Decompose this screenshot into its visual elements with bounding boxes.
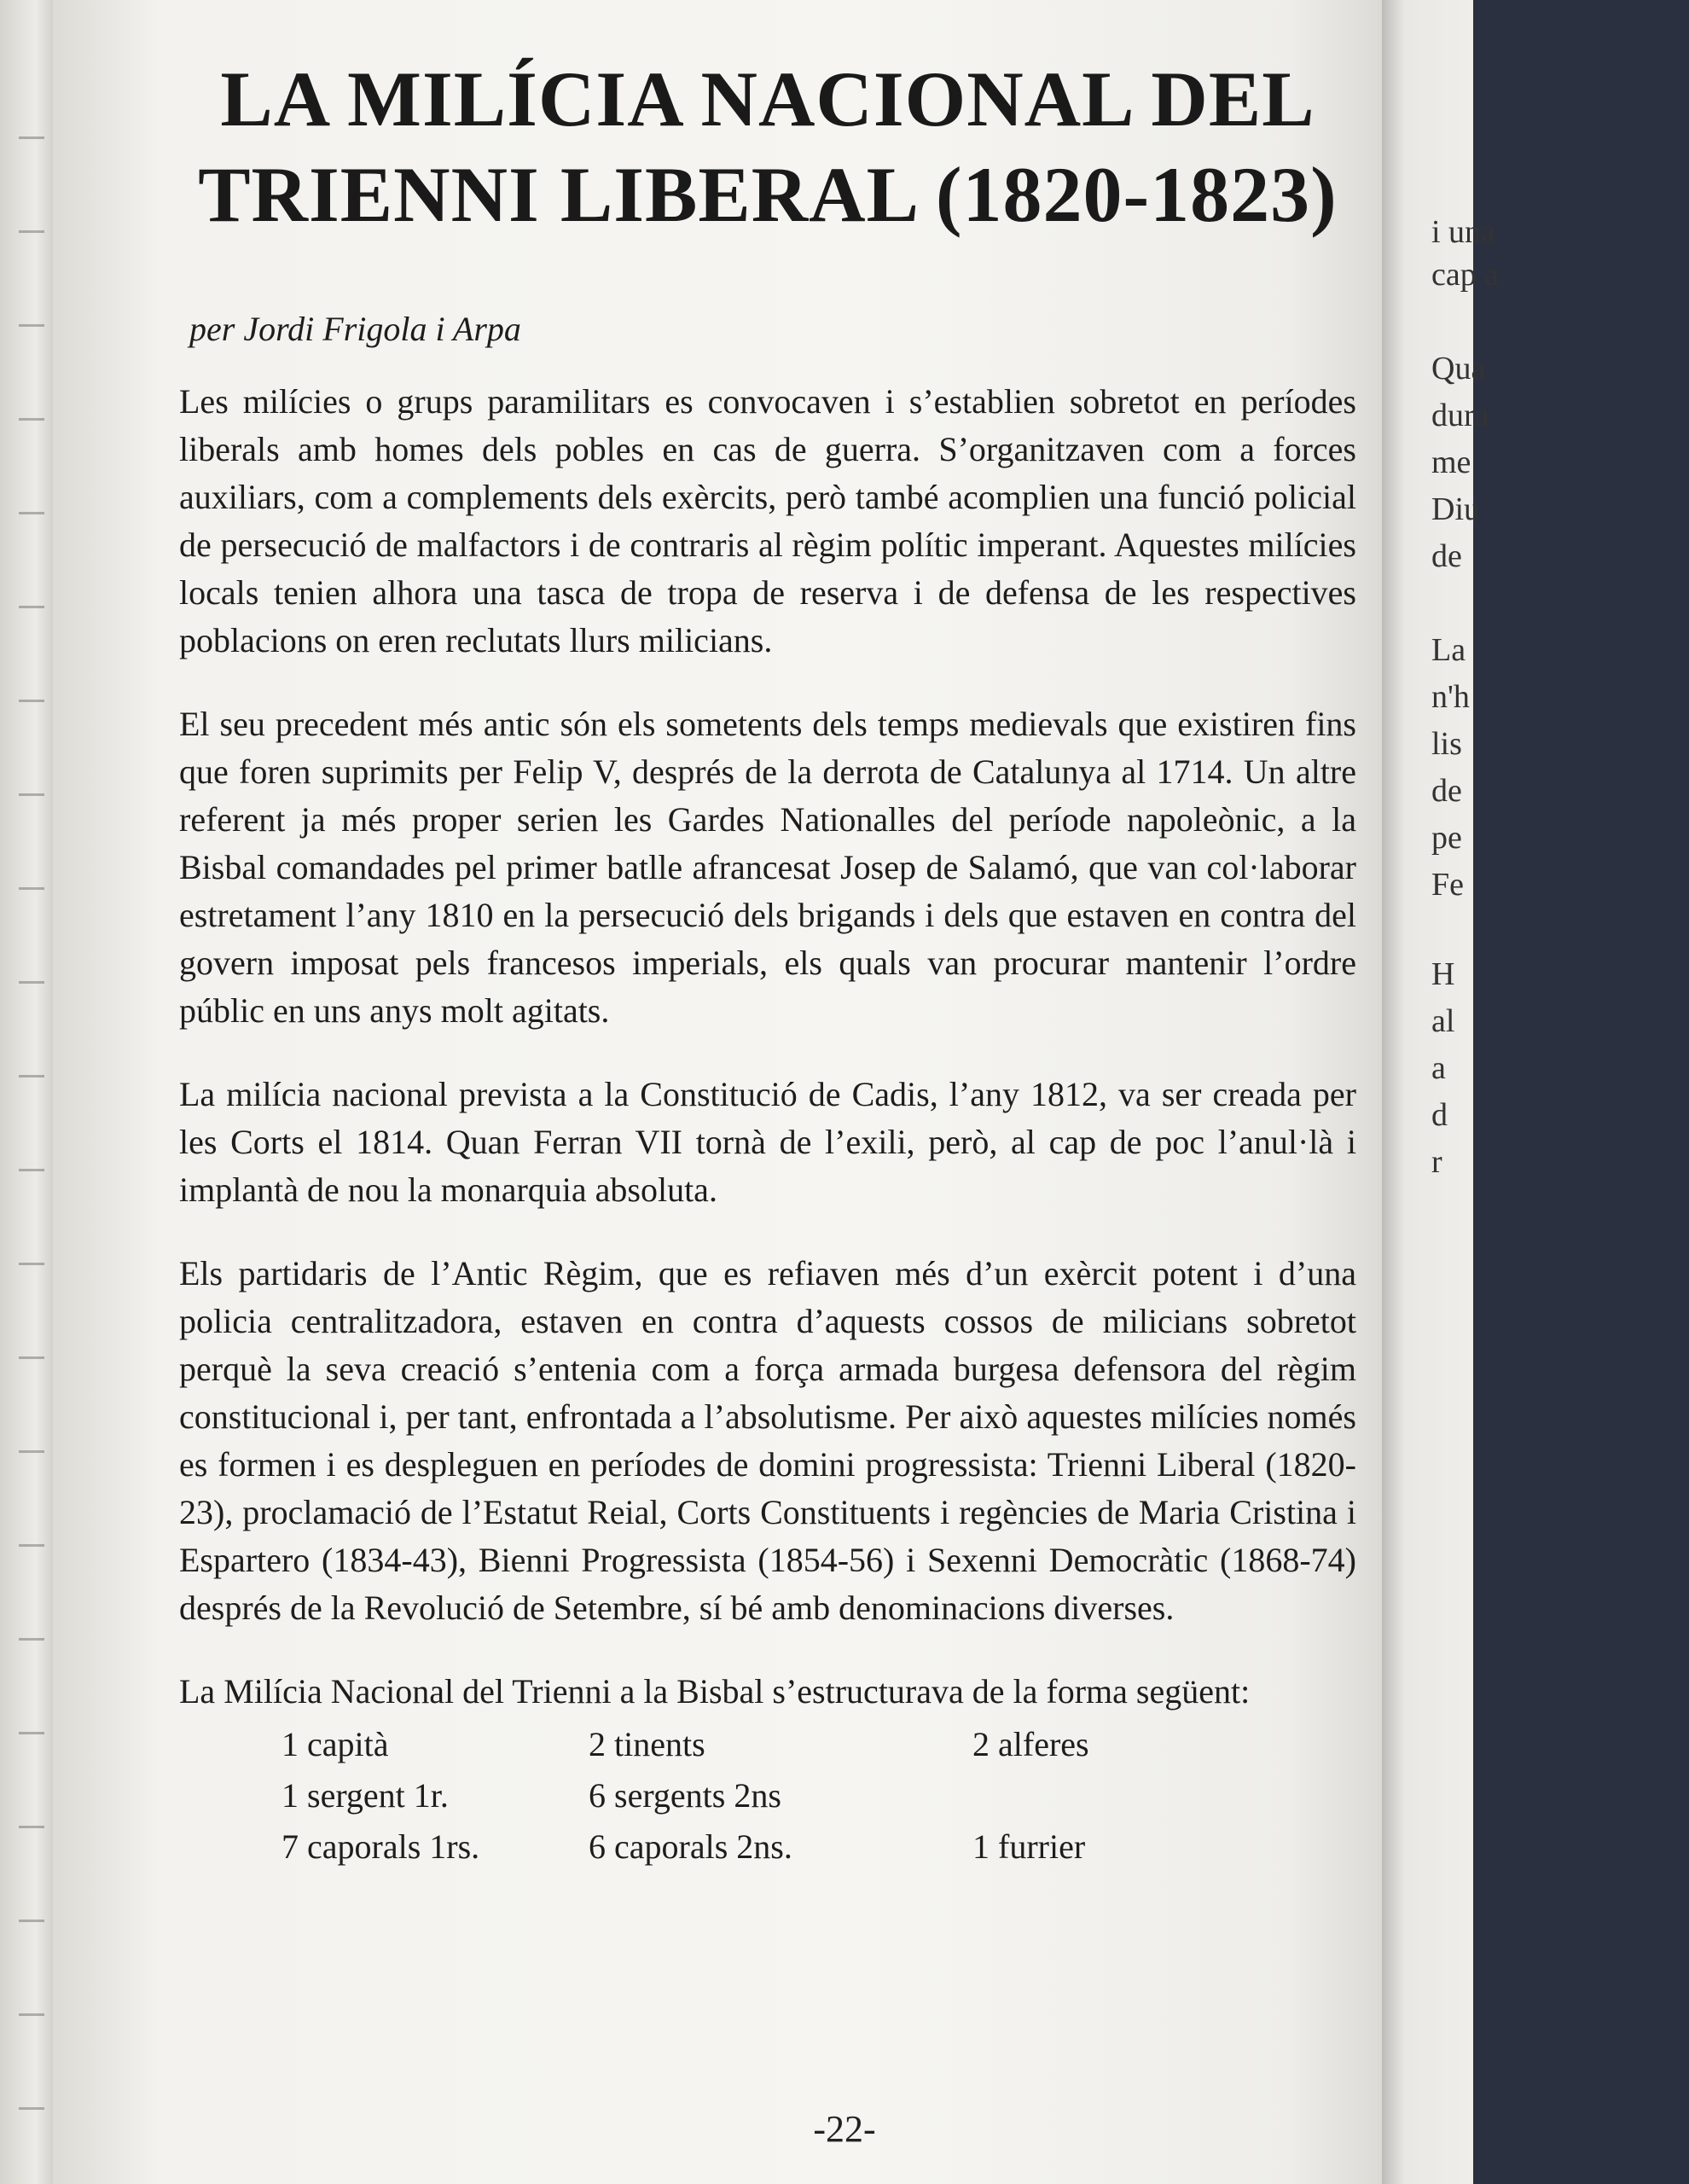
left-page-edge [0, 0, 60, 2184]
right-fragment: Qua [1431, 351, 1486, 386]
left-page-marks [19, 85, 44, 2133]
ranks-list [282, 1719, 1356, 1873]
right-page-edge [1382, 0, 1500, 2184]
right-fragment: La [1431, 632, 1466, 668]
right-fragment: pe [1431, 820, 1462, 856]
paragraph-5: La Milícia Nacional del Trienni a la Bisbal s’estructurava de la forma següent: [179, 1672, 1251, 1711]
rank-item: 1 sergent 1r. [282, 1776, 449, 1815]
rank-item: 1 capità [282, 1725, 389, 1763]
right-fragment: de [1431, 773, 1462, 809]
rank-item: 6 caporals 2ns. [589, 1827, 792, 1866]
paragraph-3: La milícia nacional prevista a la Constitució de Cadis, l’any 1812, va ser creada per les Corts el 1814. Quan Ferran VII tornà de l’exili, però, al cap de poc l’anul·là i implantà de nou la monarquia absoluta. [179, 1075, 1356, 1209]
paragraph-4: Els partidaris de l’Antic Règim, que es refiaven més d’un exèrcit potent i d’una policia centralitzadora, estaven en contra d’aquests cossos de milicians sobretot perquè la seva creació s’entenia com a força armada burgesa defensora del règim constitucional i, per tant, enfrontada a l’absolutisme. Per això aquestes milícies només es formen i es despleguen en períodes de domini progressista: Trienni Liberal (1820-23), proclamació de l’Estatut Reial, Corts Constituents i regències de Maria Cristina i Espartero (1834-43), Bienni Progressista (1854-56) i Sexenni Democràtic (1868-74) després de la Revolució de Setembre, sí bé amb denominacions diverses. [179, 1254, 1356, 1627]
right-fragment: al [1431, 1003, 1455, 1039]
right-fragment: cap a [1431, 257, 1500, 293]
right-fragment: a [1431, 1050, 1446, 1086]
page-number: -22- [813, 2108, 876, 2150]
right-fragment: de [1431, 538, 1462, 574]
right-fragment: me [1431, 444, 1471, 480]
paragraph-1: Les milícies o grups paramilitars es convocaven i s’establien sobretot en períodes liberals amb homes dels pobles en cas de guerra. S’organitzaven com a forces auxiliars, com a complements dels exèrcits, però també acomplien una funció policial de persecució de malfactors i de contraris al règim polític imperant. Aquestes milícies locals tenien alhora una tasca de tropa de reserva i de defensa de les respectives poblacions on eren reclutats llurs milicians. [179, 382, 1356, 659]
rank-item: 6 sergents 2ns [589, 1776, 781, 1815]
right-fragment: dura [1431, 398, 1489, 433]
article [179, 51, 1356, 1873]
rank-item: 2 tinents [589, 1725, 705, 1763]
right-fragment: H [1431, 956, 1455, 992]
right-fragment: n'h [1431, 679, 1470, 715]
right-fragment: Fe [1431, 867, 1464, 903]
rank-item [972, 1770, 1228, 1821]
paragraph-2: El seu precedent més antic són els sometents dels temps medievals que existiren fins que foren suprimits per Felip V, després de la derrota de Catalunya al 1714. Un altre referent ja més proper serien les Gardes Nationalles del període napoleònic, a la Bisbal comandades pel primer batlle afrancesat Josep de Salamó, que van col·laborar estretament l’any 1810 en la persecució dels brigands i dels que estaven en contra del govern imposat pels francesos imperials, els quals van procurar mantenir l’ordre públic en uns anys molt agitats. [179, 705, 1356, 1030]
rank-item: 7 caporals 1rs. [282, 1827, 480, 1866]
article-author: per Jordi Frigola i Arpa [189, 310, 521, 348]
right-fragment: Diu [1431, 491, 1480, 527]
right-fragment: lis [1431, 726, 1462, 762]
rank-item: 1 furrier [972, 1827, 1086, 1866]
right-fragment: r [1431, 1144, 1442, 1180]
article-title: LA MILÍCIA NACIONAL DEL TRIENNI LIBERAL (1820-1823) [198, 55, 1338, 238]
rank-item: 2 alferes [972, 1725, 1089, 1763]
right-fragment: i una [1431, 214, 1495, 250]
right-fragment: d [1431, 1097, 1448, 1133]
